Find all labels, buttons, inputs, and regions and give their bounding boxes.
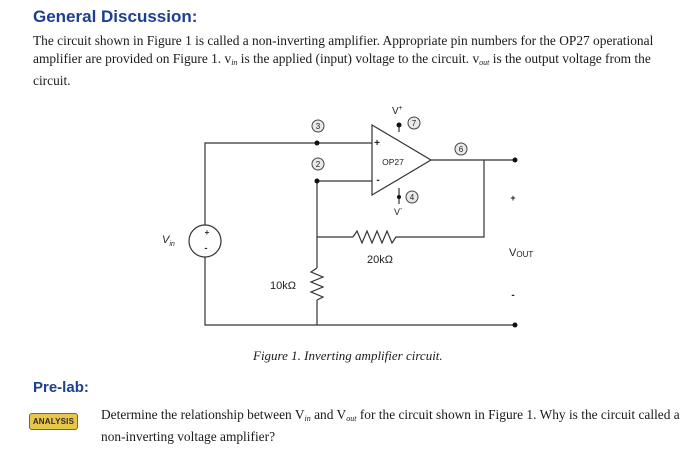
pin-4-label: 4	[409, 193, 415, 202]
section-title: General Discussion:	[33, 7, 198, 26]
vout-label	[509, 247, 533, 259]
out-minus-label: -	[511, 290, 515, 301]
vminus-text: V	[394, 207, 401, 217]
wire-left	[205, 257, 515, 325]
r-ground-label: 10kΩ	[270, 280, 296, 292]
node-dot-plus	[315, 141, 320, 146]
question-sub-out: out	[346, 414, 357, 423]
vplus-label	[392, 105, 403, 117]
analysis-badge: ANALYSIS	[29, 413, 78, 430]
vin-text: V	[162, 234, 170, 246]
vplus-sup: +	[398, 105, 403, 112]
vplus-text: V	[392, 106, 399, 117]
source-plus-label: +	[204, 228, 210, 237]
terminal-out-bottom	[513, 323, 518, 328]
vout-text: V	[509, 247, 517, 259]
wire-top	[205, 143, 317, 225]
wire-node-down	[317, 181, 353, 237]
node-dot-vminus	[397, 195, 401, 199]
prelab-question	[101, 406, 681, 446]
pin-2-label: 2	[315, 160, 321, 169]
node-dot-vplus	[397, 123, 402, 128]
r-feedback-label: 20kΩ	[367, 254, 393, 266]
vout-sub: OUT	[516, 250, 534, 259]
question-text-3: for the circuit shown in Figure 1. Why is the circuit called a non-inverting voltage amplifier?	[101, 407, 680, 444]
node-dot-minus	[315, 179, 320, 184]
out-plus-label: +	[510, 193, 516, 203]
prelab-title: Pre-lab:	[33, 379, 89, 396]
intro-text-3: is the output voltage from the circuit.	[33, 51, 651, 88]
resistor-20k	[353, 231, 399, 243]
opamp-plus-label: +	[374, 138, 380, 149]
pin-7-label: 7	[411, 119, 417, 128]
terminal-out-top	[513, 158, 518, 163]
source-minus-label: -	[204, 243, 208, 253]
pin-6-label: 6	[458, 145, 464, 154]
opamp-minus-label: -	[376, 175, 380, 186]
vin-label	[162, 234, 175, 248]
intro-sub-in: in	[231, 58, 238, 67]
intro-text-2: is the applied (input) voltage to the circuit. v	[237, 51, 480, 66]
question-sub-in: in	[304, 414, 311, 423]
vin-sub: in	[169, 241, 175, 248]
vminus-label	[394, 206, 403, 217]
question-text-1: Determine the relationship between V	[101, 407, 305, 422]
vminus-sup: -	[400, 206, 403, 213]
resistor-10k	[311, 268, 323, 300]
opamp-label: OP27	[382, 157, 404, 167]
pin-3-label: 3	[315, 122, 321, 131]
intro-text-1: The circuit shown in Figure 1 is called a non-inverting amplifier. Appropriate pin numbers for the OP27 operational amplifier are provided on Figure 1. v	[33, 33, 654, 66]
question-text-2: and V	[310, 407, 347, 422]
figure-caption: Figure 1. Inverting amplifier circuit.	[253, 348, 443, 363]
intro-sub-out: out	[479, 58, 490, 67]
